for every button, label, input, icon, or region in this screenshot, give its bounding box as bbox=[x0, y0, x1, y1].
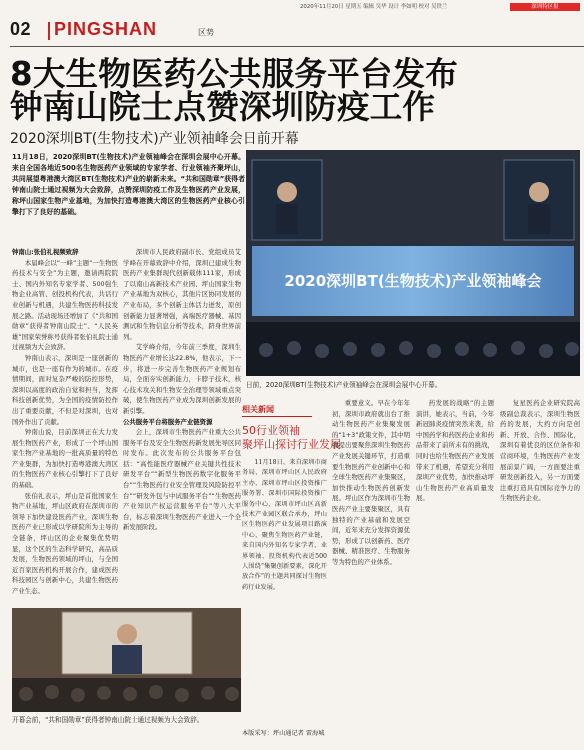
header-rule bbox=[10, 46, 584, 47]
article-paragraph: 艾学峰介绍，今年前三季度，深圳生物医药产业增长达22.8%，他表示，下一步，将进一步完善生物医药产业规划布局，全面夯实创新能力，卡脖子技术，核心技术攻关和生物安全治理等领域重点突破，使生物医药产业成为深圳创新发展的新引擎。 bbox=[123, 343, 241, 415]
related-headline bbox=[242, 424, 341, 452]
related-headline-line-2: 聚坪山探讨行业发展 bbox=[242, 438, 341, 451]
article-paragraph: 会上，深圳市生物医药产业重大公共服务平台及安全生物医药新发展先导区同时发布。此次发布的公共服务平台包括：“高性能医疗器械产业关键共性技术研发平台”“新型生物医药数字化服务平台”“生物医药行业安全管理及风险防控平台”“研发外包与中试服务平台”“生物医药产业知识产权运营服务平台”等八大平台，标志着深圳生物医药产业进入一个全新发展阶段。 bbox=[123, 428, 241, 532]
video-address-illustration bbox=[12, 608, 241, 712]
related-column-2 bbox=[332, 398, 410, 568]
page-number: 02 bbox=[10, 19, 32, 39]
region-title-en: PINGSHAN bbox=[54, 19, 158, 39]
article-paragraph: 钟南山说，目前深圳正在大力发展生物医药产业，形成了一个坪山国家生物产业基地的一批高质量的特色产业集群，为加快打造粤港澳大湾区的生物医药产业核心引擎打下了良好的基础。 bbox=[12, 428, 118, 490]
top-photo-caption: 日前，2020深圳BT(生物技术)产业领袖峰会在深圳会展中心开幕。 bbox=[246, 381, 442, 389]
related-news-rule bbox=[242, 416, 312, 417]
article-paragraph: 深圳市人民政府副市长、党组成员艾学峰在开幕致辞中介绍，深圳已建成生物医药产业集群现代创新载体111家，形成了以南山高新技术产业园、坪山国家生物产业基地为双核心，其他片区协同发展的产业布局，多个创新主体活力迸发，原创创新能力显著增强，高端医疗器械、基因测试和生物信息分析等技术，跻身世界前列。 bbox=[123, 248, 241, 341]
summit-stage-photo bbox=[246, 150, 580, 376]
byline: 本版采写：坪山通记者 雷海城 bbox=[242, 730, 325, 737]
stage-illustration bbox=[246, 150, 580, 376]
left-photo-caption: 开幕会前，“共和国勋章”获得者钟南山院士通过视频为大会致辞。 bbox=[12, 716, 204, 724]
headline-subtitle: 2020深圳BT(生物技术)产业领袖峰会日前开幕 bbox=[10, 131, 299, 147]
article-paragraph: 重要意义。早在今年年初，深圳市政府就出台了推动生物医药产业集聚发展的“1+3”政策文件，其中明确提出要聚焦深圳生物医药产业发展关键环节，打造重要生物医药产业创新中心和全球生物医药产业集聚区，加快推动生物医药创新发展。坪山区作为深圳市生物医药产业主要集聚区，具有独特的产业基础和发展空间，近年来充分发挥资源优势，形成了以创新药、医疗器械、精准医疗、生物服务等为特色的产业体系。 bbox=[332, 399, 410, 566]
related-column-3 bbox=[416, 398, 494, 504]
article-paragraph: 复星医药企业研究院高级副总裁表示，深圳生物医药的发展，大约方向是创新、开放、合作、国际化，深圳有着优良的区位条件和营商环境，生物医药产业发展前景广阔，一方面要注重研发创新投入，另一方面要注重打造具有国际竞争力的生物医药企业。 bbox=[500, 399, 580, 503]
date-line: 2020年11月20日 星期五 编辑 吴华 设计 李如明 校对 吴铁兰 bbox=[300, 4, 448, 10]
article-paragraph: 张伯礼表示，坪山是首批国家生物产业基地，坪山区政府在深圳市的领导下加快建设医药产业，深圳生物医药产业已形成以学研院所为主导的全链条，坪山区的企业聚集优势明显，这个区的生态科学研究，高品质发展，生物医药领域的坪山，与全国近百家医药机构开展合作，建成医药科技园区与创新中心，共建生物医药产业生态。 bbox=[12, 491, 118, 595]
headline-line-2: 钟南山院士点赞深圳防疫工作 bbox=[10, 88, 436, 126]
masthead bbox=[0, 0, 584, 16]
section-subhead: 钟南山:张伯礼视频致辞 bbox=[12, 248, 79, 256]
article-column-2 bbox=[123, 247, 241, 533]
opening-video-photo bbox=[12, 608, 241, 712]
article-column-1 bbox=[12, 247, 118, 597]
article-paragraph: 钟南山表示，深圳是一座创新的城市，也是一座有作为的城市。在疫情期间，面对复杂严峻的防控形势，深圳以高度的政治自觉和担当，发挥科技创新优势，为全国的疫情防控作出了重要贡献，不但是对深圳，也对国外作出了贡献。 bbox=[12, 353, 118, 426]
related-column-4 bbox=[500, 398, 580, 504]
section-subhead: 公共服务平台将服务产业链资源 bbox=[123, 417, 213, 426]
related-news-tag: 相关新闻 bbox=[242, 405, 274, 414]
page-header bbox=[10, 16, 584, 44]
screen-banner-text: 2020深圳BT(生物技术)产业领袖峰会 bbox=[284, 272, 542, 290]
header-divider bbox=[48, 22, 50, 40]
article-paragraph: 药发展的战略”的主题演讲，她表示，当前，今年新冠肺炎疫情突然来袭，给中国药学和药医药企业和药品带来了前所未有的挑战，同时也给生物医药产业发展带来了机遇，希望充分利用深圳产业优势，加快推动坪山生物医药产业高质量发展。 bbox=[416, 399, 494, 503]
article-paragraph: 11月18日，来自深圳市商务局、深圳市坪山区人民政府主办，深圳市坪山区投资推广服务署、深圳市国际投资推广服务中心、深圳市坪山区高新技术产业园区联合承办，坪山区生物医药产业发展项目路演中心，聚焦生物医药产业链，来自国内外知名专家学者、业界领袖、投资机构代表近500人围绕“集聚创新要素，深化开放合作”的主题共同探讨生物医药行业发展。 bbox=[242, 459, 327, 591]
headline-line-1: 8大生物医药公共服务平台发布 bbox=[10, 55, 458, 93]
newspaper-logo: 深圳特区报 bbox=[510, 3, 580, 11]
article-paragraph: 本届峰会以“一峰”主题“一生物医药技术与安全”为主题，邀请两院院士、国内外知名专家学者、500强生物企业高管、创投机构代表，共话行业创新与机遇，共建生物医药科技发展之路。活动现场还增加了《“共和国勋章”获得者钟南山院士”、“人民英雄”国家荣誉称号获得者张伯礼院士通过视频为大会致辞。 bbox=[12, 258, 118, 352]
related-headline-line-1: 50行业领袖 bbox=[242, 424, 300, 437]
region-title-cn: 区势 bbox=[198, 28, 214, 37]
lead-paragraph: 11月18日，2020深圳BT(生物技术)产业领袖峰会在深圳会展中心开幕。来自全国各地近500名生物医药产业领域的专家学者、行业领袖齐聚坪山，共同展望粤港澳大湾区BT(生物技术)产业的崭新未来。“共和国勋章”获得者钟南山院士通过视频为大会致辞，点赞深圳防疫工作及生物医药产业发展，称坪山国家生物产业基地，为加快打造粤港澳大湾区的生物医药产业核心引擎打下了良好的基础。 bbox=[12, 153, 245, 216]
related-column-1 bbox=[242, 458, 327, 593]
